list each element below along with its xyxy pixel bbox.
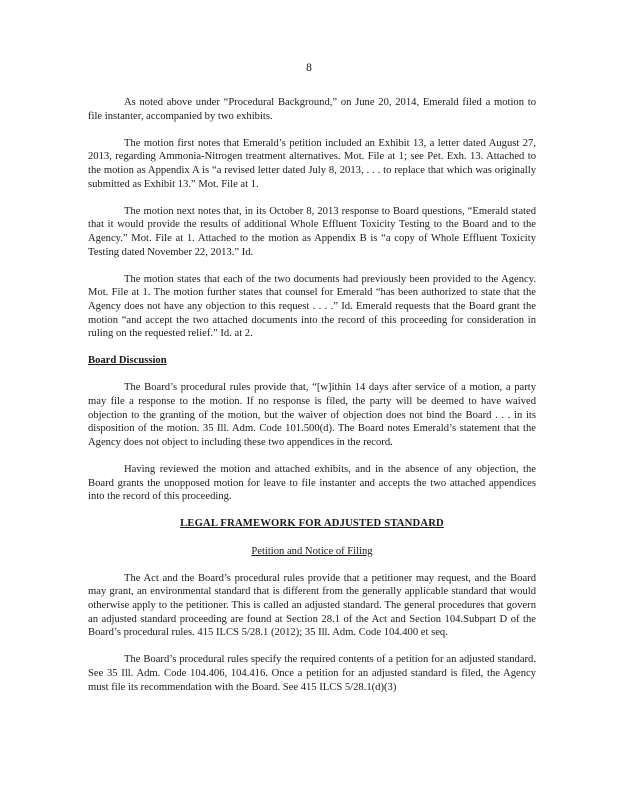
petition-notice-heading: Petition and Notice of Filing (251, 545, 373, 557)
paragraph-procedural-rules: The Board’s procedural rules provide that, “[w]ithin 14 days after service of a motion, a party may file a response to the motion. If no response is filed, the party will be deemed to have waived objection to the granting of the motion, but the waiver of objection does not bind the Board . . . in its disposition of the motion. 35 Ill. Adm. Code 101.500(d). The Board notes Emerald’s statement that the Agency does not object to including these two appendices in the record. (88, 382, 536, 448)
paragraph-motion-intro: As noted above under “Procedural Background,” on June 20, 2014, Emerald filed a motion to file instanter, accompanied by two exhibits. (88, 97, 536, 122)
paragraph-adjusted-standard: The Act and the Board’s procedural rules provide that a petitioner may request, and the Board may grant, an environmental standard that is different from the generally applicable standard that would otherwise apply to the petitioner. This is called an adjusted standard. The general procedures that govern an adjusted standard proceeding are found at Section 28.1 of the Act and Section 104.Subpart D of the Board’s procedural rules. 415 ILCS 5/28.1 (2012); 35 Ill. Adm. Code 104.400 et seq. (88, 572, 536, 639)
legal-framework-heading: LEGAL FRAMEWORK FOR ADJUSTED STANDARD (180, 518, 444, 530)
document-body (88, 96, 536, 708)
paragraph-toxicity-testing: The motion next notes that, in its October 8, 2013 response to Board questions, “Emerald stated that it would provide the results of additional Whole Effluent Toxicity Testing to the Board and to the Agency.” Mot. File at 1. Attached to the motion as Appendix B is “a copy of Whole Effluent Toxicity Testing dated November 22, 2013.” Id. (88, 205, 536, 258)
paragraph-exhibit-13: The motion first notes that Emerald’s petition included an Exhibit 13, a letter dated August 27, 2013, regarding Ammonia-Nitrogen treatment alternatives. Mot. File at 1; see Pet. Exh. 13. Attached to the motion as Appendix A is “a revised letter dated July 8, 2013, . . . to replace that which was originally submitted as Exhibit 13.” Mot. File at 1. (88, 137, 536, 190)
board-discussion-heading: Board Discussion (88, 355, 167, 367)
paragraph-petition-contents: The Board’s procedural rules specify the required contents of a petition for an adjusted standard. See 35 Ill. Adm. Code 104.406, 104.416. Once a petition for an adjusted standard is filed, the Agency must file its recommendation with the Board. See 415 ILCS 5/28.1(d)(3) (88, 654, 536, 693)
paragraph-agency-no-objection: The motion states that each of the two documents had previously been provided to the Agency. Mot. File at 1. The motion further states that counsel for Emerald “has been authorized to state that the Agency does not have any objection to this request . . . .” Id. Emerald requests that the Board grant the motion “and accept the two attached documents into the record of this proceeding for consideration in ruling on the requested relief.” Id. at 2. (88, 273, 536, 340)
page-number: 8 (306, 62, 312, 74)
paragraph-board-grants-motion: Having reviewed the motion and attached exhibits, and in the absence of any objection, the Board grants the unopposed motion for leave to file instanter and accepts the two attached appendices into the record of this proceeding. (88, 464, 536, 503)
